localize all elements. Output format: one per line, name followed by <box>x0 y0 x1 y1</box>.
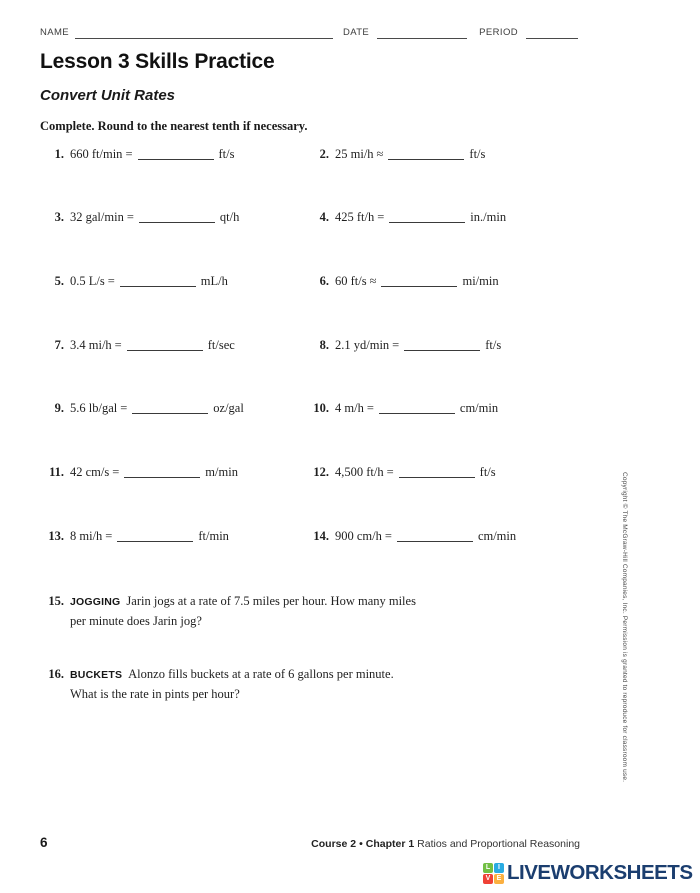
problem-topic-label: JOGGING <box>70 596 121 608</box>
relation-symbol: = <box>392 338 400 352</box>
answer-blank[interactable] <box>124 465 200 478</box>
problem-topic-label: BUCKETS <box>70 669 123 681</box>
problem-unit: mi/min <box>462 274 499 288</box>
problem-given: 5.6 lb/gal <box>70 401 118 415</box>
relation-symbol: = <box>125 147 133 161</box>
problem-given: 42 cm/s <box>70 465 110 479</box>
relation-symbol: ≈ <box>376 147 384 161</box>
footer-course-rest: Ratios and Proportional Reasoning <box>417 838 580 850</box>
problem-1 <box>39 147 234 162</box>
problem-12 <box>304 465 496 480</box>
problem-unit: cm/min <box>459 401 499 415</box>
problem-5 <box>39 274 228 289</box>
problem-number: 3. <box>54 210 64 224</box>
date-input-line[interactable] <box>377 26 467 39</box>
problem-unit: ft/s <box>485 338 502 352</box>
problem-14 <box>304 529 516 544</box>
problem-3 <box>39 210 239 225</box>
problem-unit: ft/s <box>218 147 235 161</box>
answer-blank[interactable] <box>139 210 215 223</box>
logo-letter-e: E <box>494 874 504 884</box>
relation-symbol: = <box>114 338 122 352</box>
problem-number: 12. <box>313 465 329 479</box>
name-label: NAME <box>40 27 70 38</box>
problem-number: 6. <box>319 274 329 288</box>
logo-letter-i: I <box>494 863 504 873</box>
problem-text-line1: BUCKETS Alonzo fills buckets at a rate of 6 gallons per minute. <box>70 667 394 681</box>
problem-7 <box>39 338 235 353</box>
problem-text-line2: per minute does Jarin jog? <box>70 614 202 628</box>
problem-unit: ft/s <box>469 147 486 161</box>
problem-text-line1: JOGGING Jarin jogs at a rate of 7.5 miles per hour. How many miles <box>70 594 416 608</box>
problem-4 <box>304 210 506 225</box>
problem-10 <box>304 401 498 416</box>
problem-unit: ft/s <box>479 465 496 479</box>
student-info-row <box>40 26 578 39</box>
problem-number: 13. <box>48 529 64 543</box>
footer-chapter-bold: Chapter 1 <box>365 838 415 850</box>
problem-given: 4,500 ft/h <box>335 465 384 479</box>
problem-unit: m/min <box>205 465 238 479</box>
answer-blank[interactable] <box>404 338 480 351</box>
liveworksheets-logo-icon <box>483 863 504 884</box>
problem-number: 11. <box>49 465 64 479</box>
answer-blank[interactable] <box>388 147 464 160</box>
relation-symbol: = <box>377 210 385 224</box>
answer-blank[interactable] <box>117 529 193 542</box>
relation-symbol: = <box>386 465 394 479</box>
instruction-text: Complete. Round to the nearest tenth if necessary. <box>40 119 308 133</box>
problem-given: 2.1 yd/min <box>335 338 390 352</box>
relation-symbol: = <box>107 274 115 288</box>
problem-unit: qt/h <box>219 210 240 224</box>
problem-unit: cm/min <box>477 529 517 543</box>
footer-course-bold: Course 2 <box>311 838 357 850</box>
problem-unit: ft/min <box>198 529 229 543</box>
footer-course-info <box>311 838 580 850</box>
relation-symbol: = <box>120 401 128 415</box>
problem-number: 5. <box>54 274 64 288</box>
answer-blank[interactable] <box>399 465 475 478</box>
problem-2 <box>304 147 485 162</box>
problem-8 <box>304 338 501 353</box>
problem-number: 2. <box>319 147 329 161</box>
problem-given: 660 ft/min <box>70 147 123 161</box>
page-number: 6 <box>40 835 48 850</box>
problem-15 <box>39 592 510 631</box>
logo-letter-v: V <box>483 874 493 884</box>
problem-13 <box>39 529 229 544</box>
problem-given: 425 ft/h <box>335 210 375 224</box>
problem-number: 7. <box>54 338 64 352</box>
relation-symbol: = <box>105 529 113 543</box>
copyright-sidebar: Copyright © The McGraw-Hill Companies, Inc. Permission is granted to reproduce for classroom use. <box>621 472 628 783</box>
page-subtitle: Convert Unit Rates <box>40 87 176 104</box>
footer-separator: • <box>359 838 363 850</box>
problem-given: 60 ft/s <box>335 274 367 288</box>
problem-number: 4. <box>319 210 329 224</box>
period-input-line[interactable] <box>526 26 578 39</box>
relation-symbol: = <box>126 210 134 224</box>
problem-11 <box>39 465 238 480</box>
problem-number: 15. <box>48 594 64 608</box>
problem-unit: oz/gal <box>213 401 244 415</box>
logo-letter-l: L <box>483 863 493 873</box>
problem-given: 8 mi/h <box>70 529 103 543</box>
problem-number: 16. <box>48 667 64 681</box>
answer-blank[interactable] <box>132 401 208 414</box>
name-input-line[interactable] <box>75 26 333 39</box>
problem-given: 25 mi/h <box>335 147 374 161</box>
liveworksheets-logo-text: LIVEWORKSHEETS <box>507 861 693 884</box>
problem-number: 14. <box>313 529 329 543</box>
date-label: DATE <box>342 27 370 38</box>
answer-blank[interactable] <box>397 529 473 542</box>
answer-blank[interactable] <box>389 210 465 223</box>
answer-blank[interactable] <box>120 274 196 287</box>
answer-blank[interactable] <box>381 274 457 287</box>
problem-16 <box>39 665 510 704</box>
relation-symbol: = <box>112 465 120 479</box>
relation-symbol: = <box>366 401 374 415</box>
problem-given: 32 gal/min <box>70 210 124 224</box>
problem-unit: mL/h <box>200 274 228 288</box>
problem-number: 8. <box>319 338 329 352</box>
answer-blank[interactable] <box>379 401 455 414</box>
relation-symbol: = <box>384 529 392 543</box>
problem-9 <box>39 401 244 416</box>
problem-text-line2: What is the rate in pints per hour? <box>70 687 240 701</box>
problem-6 <box>304 274 499 289</box>
problem-number: 10. <box>313 401 329 415</box>
period-label: PERIOD <box>479 27 518 38</box>
relation-symbol: ≈ <box>369 274 377 288</box>
problem-given: 0.5 L/s <box>70 274 105 288</box>
problem-number: 9. <box>54 401 64 415</box>
problem-unit: ft/sec <box>207 338 235 352</box>
problem-unit: in./min <box>470 210 507 224</box>
page-title: Lesson 3 Skills Practice <box>40 50 275 73</box>
problem-given: 3.4 mi/h <box>70 338 112 352</box>
answer-blank[interactable] <box>138 147 214 160</box>
problem-number: 1. <box>54 147 64 161</box>
answer-blank[interactable] <box>127 338 203 351</box>
problem-given: 4 m/h <box>335 401 364 415</box>
liveworksheets-logo[interactable] <box>483 861 693 885</box>
problem-given: 900 cm/h <box>335 529 382 543</box>
